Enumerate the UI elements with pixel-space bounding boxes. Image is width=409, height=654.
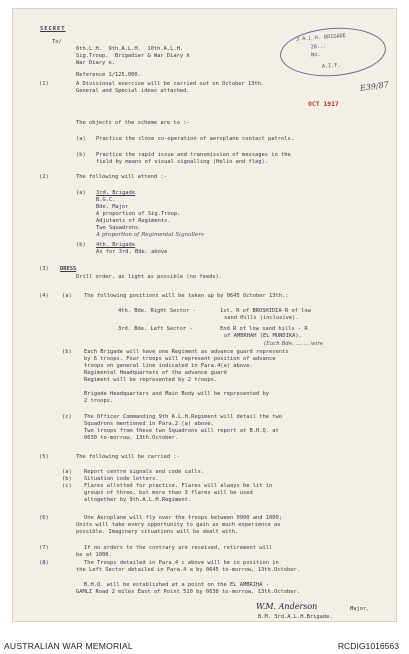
para-3-number: (3) xyxy=(39,266,49,272)
signature-title: B.M. 3rd.A.L.H.Brigade. xyxy=(258,614,333,620)
object-a-text: Practice the close co-operation of aeroplane contact patrols. xyxy=(96,136,294,142)
para-1-line-1: A Divisional exercise will be carried out on October 13th. xyxy=(76,81,265,87)
addressee-line-3: War Diary e. xyxy=(76,60,115,66)
para-3-text: Drill order, as light as possible (no feeds). xyxy=(76,274,223,280)
para-2a-item-3: A proportion of Sig.Troop. xyxy=(96,211,181,217)
para-5a-label: (a) xyxy=(62,469,72,475)
para-7-line-1: If no orders to the contrary are received, retirement will xyxy=(84,545,273,551)
para-6-number: (6) xyxy=(39,515,49,521)
para-4a-label: (a) xyxy=(62,293,72,299)
para-4c-label: (c) xyxy=(62,414,72,420)
para-4b-label: (b) xyxy=(62,349,72,355)
para-2-number: (2) xyxy=(39,174,49,180)
archive-footer xyxy=(0,638,409,654)
object-b-line-1: Practice the rapid issue and transmission of messages in the xyxy=(96,152,291,158)
para-2a-item-1: B.G.C. xyxy=(96,197,116,203)
stamp-date: OCT 1917 xyxy=(308,100,339,108)
para-4b-line-6: Brigade Headquarters and Main Body will be represented by xyxy=(84,391,269,397)
object-a-label: (a) xyxy=(76,136,86,142)
para-5c-label: (c) xyxy=(62,483,72,489)
para-4a-position-1-line-2: sand Hills (inclusive). xyxy=(224,315,299,321)
para-4a-handwritten-note: (Each Bde. .... ... wire xyxy=(264,341,324,347)
para-5b-label: (b) xyxy=(62,476,72,482)
para-4b-line-1: Each Brigade will have one Regiment as advance guard represents xyxy=(84,349,289,355)
para-4a-position-1-line-1: 1st. R of BROSHIDIA-R of low xyxy=(220,308,311,314)
para-1-line-2: General and Special ideas attached. xyxy=(76,88,190,94)
signature-handwritten: W.M. Anderson xyxy=(256,602,318,611)
para-6-line-3: possible. Imaginary situations will be dealt with. xyxy=(76,529,239,535)
signature-rank: Major, xyxy=(350,606,370,612)
para-4c-line-3: Two troops from these two Squadrons will report at B.H.Q. at xyxy=(84,428,279,434)
para-2a-item-5: Two Squadrons. xyxy=(96,225,142,231)
para-2-text: The following will attend :- xyxy=(76,174,167,180)
para-6-line-1: One Aeroplane will fly over the troops between 0900 and 1000; xyxy=(84,515,282,521)
para-4a-position-2-line-2: of AMBRHAH (EL MUNDIKA). xyxy=(224,333,302,339)
stamp-line-2: 20... xyxy=(310,43,327,51)
objects-intro: The objects of the scheme are to :- xyxy=(76,120,190,126)
addressee-line-2: Sig.Troop. Brigadier & War Diary h xyxy=(76,53,190,59)
secret-heading: SECRET xyxy=(40,26,66,32)
para-1-number: (1) xyxy=(39,81,49,87)
brigade-stamp xyxy=(278,24,387,79)
document-text xyxy=(12,8,397,622)
para-5-number: (5) xyxy=(39,454,49,460)
archive-record-id: RCDIG1016563 xyxy=(337,641,399,651)
para-9-line-1: B.H.Q. will be established at a point on the EL AMBRIHA - xyxy=(84,582,269,588)
para-2a-handwritten-note: A proportion of Regimental Signallers xyxy=(96,232,204,238)
reference: Reference 1/125,000. xyxy=(76,72,141,78)
to-label: To/ xyxy=(52,39,62,45)
stamp-line-4: A.I.F. xyxy=(321,62,341,70)
para-2a-item-4: Adjutants of Regiments. xyxy=(96,218,171,224)
para-3-title: DRESS xyxy=(60,266,77,272)
para-5c-line-1: Flares allotted for practice. Flares will always be lit in xyxy=(84,483,273,489)
para-5-text: The following will be carried :- xyxy=(76,454,180,460)
para-2a-label: (a) xyxy=(76,190,86,196)
para-2a-title: 3rd. Brigade xyxy=(96,190,135,196)
stamp-reference: E39/87 xyxy=(359,80,390,93)
para-2b-label: (b) xyxy=(76,242,86,248)
para-5c-line-3: altogether by 9th.A.L.H.Regiment. xyxy=(84,497,192,503)
para-6-line-2: Units will take every opportunity to gain as much experience as xyxy=(76,522,281,528)
para-2a-item-2: Bde. Major xyxy=(96,204,129,210)
addressee-line-1: 6th.L.H. 9th.A.L.H. 10th.A.L.H. xyxy=(76,46,184,52)
para-4b-line-4: Regimental Headquarters of the advance guard xyxy=(84,370,227,376)
object-b-label: (b) xyxy=(76,152,86,158)
para-2b-title: 4th. Brigade xyxy=(96,242,135,248)
para-2b-text: As for 3rd. Bde. above xyxy=(96,249,168,255)
para-4b-line-2: by 6 troops. Four troops will represent position of advance xyxy=(84,356,276,362)
para-8-line-1: The Troops detailed in Para.4 c above will be in position in xyxy=(84,560,279,566)
para-4c-line-2: Squadrons mentioned in Para.2 (a) above. xyxy=(84,421,214,427)
para-4b-line-5: Regiment will be represented by 2 troops. xyxy=(84,377,218,383)
para-4a-position-2-line-1: End R of low sand hills - R xyxy=(220,326,308,332)
para-4c-line-1: The Officer Commanding 9th A.L.H.Regiment will detail the two xyxy=(84,414,282,420)
para-8-number: (8) xyxy=(39,560,49,566)
stamp-line-1: 3 A.L.H. BRIGADE xyxy=(295,33,347,43)
stamp-line-3: No. xyxy=(310,51,321,59)
document-sheet xyxy=(12,8,397,622)
para-4c-line-4: 0630 to-morrow, 13th.October. xyxy=(84,435,179,441)
para-8-line-2: the Left Sector detailed in Para.4 a by 0645 to-morrow, 13th.October. xyxy=(76,567,300,573)
para-4b-line-3: troops on general line indicated in Para.4(a) above. xyxy=(84,363,253,369)
object-b-line-2: field by means of visual signalling (Helio and flag). xyxy=(96,159,269,165)
para-4b-line-7: 2 troops. xyxy=(84,398,114,404)
para-4a-position-2-label: 3rd. Bde. Left Sector - xyxy=(118,326,193,332)
para-4a-line-1: The following positions will be taken up by 0645 October 13th.: xyxy=(84,293,289,299)
para-5b-text: Situation code letters. xyxy=(84,476,159,482)
para-7-number: (7) xyxy=(39,545,49,551)
para-4-number: (4) xyxy=(39,293,49,299)
para-4a-position-1-label: 4th. Bde. Right Sector - xyxy=(118,308,196,314)
para-5a-text: Report centre signals and code calls. xyxy=(84,469,205,475)
para-7-line-2: be at 1000. xyxy=(76,552,112,558)
para-9-line-2: GAMLI Road 2 miles East of Point 510 by 0630 to-morrow, 13th.October. xyxy=(76,589,300,595)
para-5c-line-2: groups of three, but more than 3 flares will be used xyxy=(84,490,253,496)
archive-name: AUSTRALIAN WAR MEMORIAL xyxy=(4,641,133,651)
